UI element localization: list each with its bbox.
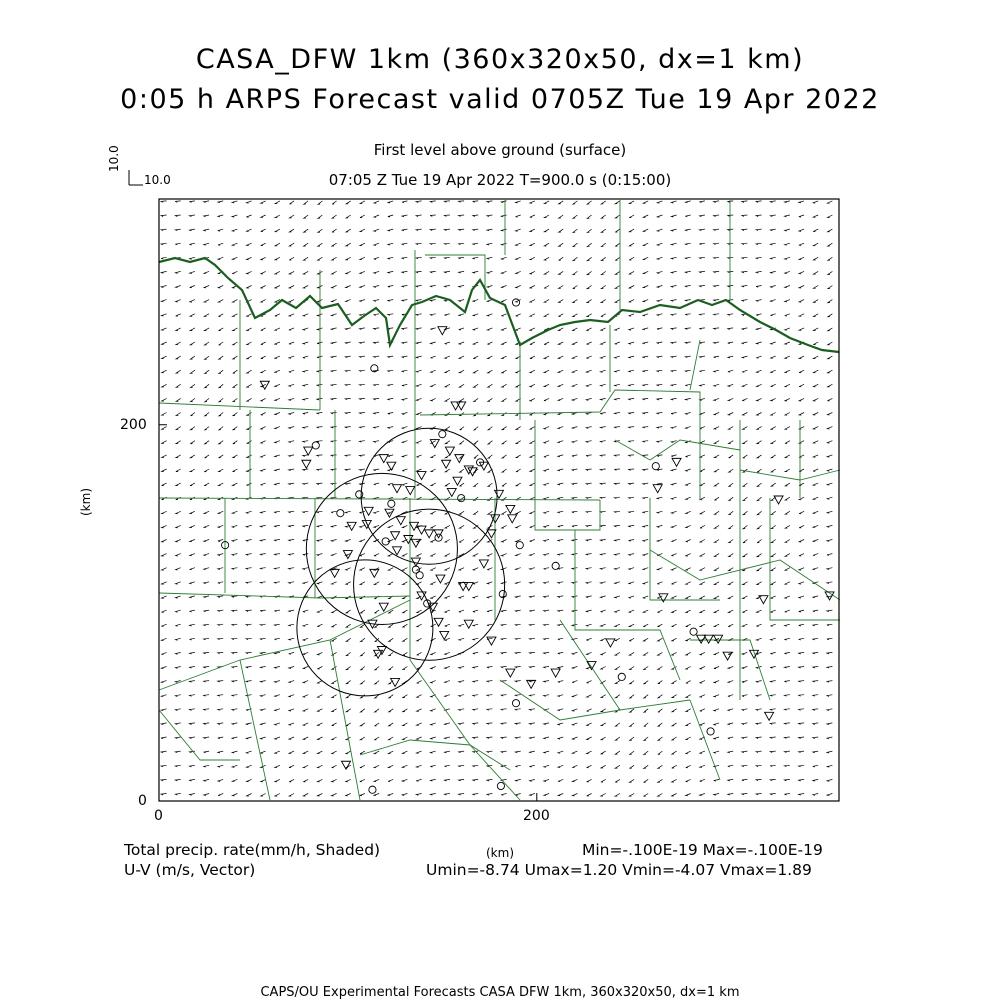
county-line <box>770 498 840 620</box>
station-circle-icon <box>512 700 519 707</box>
state-border-river <box>159 258 839 352</box>
vector-key-vertical-label: 10.0 <box>107 145 121 172</box>
station-triangle-icon <box>393 547 402 555</box>
station-circle-icon <box>552 562 559 569</box>
station-circle-icon <box>618 673 625 680</box>
station-triangle-icon <box>440 631 449 639</box>
radar-range-ring <box>361 428 497 564</box>
plot-title-line1: CASA_DFW 1km (360x320x50, dx=1 km) <box>195 44 805 75</box>
precip-legend-label: Total precip. rate(mm/h, Shaded) <box>124 841 381 859</box>
x-tick-label-200: 200 <box>523 808 550 824</box>
station-circle-icon <box>690 628 697 635</box>
radar-range-rings <box>297 428 505 696</box>
station-triangle-icon <box>653 485 662 493</box>
station-triangle-icon <box>464 620 473 628</box>
station-circle-icon <box>388 500 395 507</box>
radar-range-ring <box>306 473 457 624</box>
county-line <box>159 710 240 760</box>
plot-title-line2: 0:05 h ARPS Forecast valid 0705Z Tue 19 Apr 2022 <box>120 84 880 115</box>
station-triangle-icon <box>302 460 311 468</box>
county-line <box>425 255 485 300</box>
station-triangle-icon <box>393 485 402 493</box>
y-tick-label-0: 0 <box>138 793 147 809</box>
station-circle-icon <box>337 510 344 517</box>
station-triangle-icon <box>551 669 560 677</box>
station-circle-icon <box>356 491 363 498</box>
station-triangle-icon <box>697 635 706 643</box>
station-triangle-icon <box>479 560 488 568</box>
valid-time-label: 07:05 Z Tue 19 Apr 2022 T=900.0 s (0:15:00) <box>328 171 672 189</box>
plot-frame <box>159 199 839 801</box>
station-circle-icon <box>416 572 423 579</box>
station-triangle-icon <box>438 327 447 335</box>
radar-range-ring <box>297 560 433 696</box>
county-line <box>159 403 320 410</box>
station-triangle-icon <box>330 569 339 577</box>
vector-key-icon <box>129 170 143 185</box>
county-line <box>690 340 700 390</box>
station-triangle-icon <box>379 455 388 463</box>
station-triangle-icon <box>391 678 400 686</box>
county-line <box>615 440 740 460</box>
station-triangle-icon <box>304 447 313 455</box>
station-triangle-icon <box>527 680 536 688</box>
station-circle-icon <box>707 728 714 735</box>
station-circle-icon <box>512 299 519 306</box>
station-triangle-icon <box>445 447 454 455</box>
station-triangle-icon <box>495 490 504 498</box>
wind-stats: Umin=-8.74 Umax=1.20 Vmin=-4.07 Vmax=1.89 <box>426 861 812 879</box>
county-line <box>560 620 620 710</box>
county-line <box>330 640 360 800</box>
station-markers <box>222 299 835 793</box>
county-line <box>159 600 410 690</box>
station-triangle-icon <box>453 477 462 485</box>
station-triangle-icon <box>506 669 515 677</box>
station-triangle-icon <box>347 522 356 530</box>
county-line <box>740 470 840 480</box>
station-triangle-icon <box>417 472 426 480</box>
footer-credit: CAPS/OU Experimental Forecasts CASA DFW 1km, 360x320x50, dx=1 km <box>260 985 740 1000</box>
station-circle-icon <box>369 786 376 793</box>
county-line <box>470 745 520 800</box>
vector-key-horizontal-label: 10.0 <box>144 173 171 187</box>
x-axis-unit: (km) <box>486 846 515 860</box>
county-line <box>410 660 470 745</box>
level-label: First level above ground (surface) <box>373 141 627 159</box>
county-line <box>500 680 690 720</box>
station-triangle-icon <box>704 635 713 643</box>
station-triangle-icon <box>765 712 774 720</box>
station-triangle-icon <box>425 530 434 538</box>
county-line <box>575 530 680 680</box>
y-tick-label-200: 200 <box>120 417 147 433</box>
station-triangle-icon <box>396 517 405 525</box>
station-triangle-icon <box>606 639 615 647</box>
station-triangle-icon <box>672 458 681 466</box>
station-triangle-icon <box>364 507 373 515</box>
precip-stats: Min=-.100E-19 Max=-.100E-19 <box>582 841 823 859</box>
station-triangle-icon <box>506 505 515 513</box>
station-circle-icon <box>497 782 504 789</box>
station-triangle-icon <box>436 575 445 583</box>
station-circle-icon <box>652 463 659 470</box>
county-line <box>240 660 270 800</box>
station-triangle-icon <box>370 569 379 577</box>
county-line <box>535 420 600 530</box>
county-line <box>690 700 720 780</box>
station-triangle-icon <box>447 488 456 496</box>
station-circle-icon <box>458 495 465 502</box>
station-triangle-icon <box>442 460 451 468</box>
x-tick-label-0: 0 <box>154 808 163 824</box>
station-triangle-icon <box>260 381 269 389</box>
station-triangle-icon <box>434 618 443 626</box>
station-circle-icon <box>439 431 446 438</box>
station-circle-icon <box>516 542 523 549</box>
station-triangle-icon <box>406 487 415 495</box>
station-triangle-icon <box>387 462 396 470</box>
station-circle-icon <box>312 442 319 449</box>
county-line <box>650 550 840 600</box>
county-line <box>690 640 770 700</box>
vector-legend-label: U-V (m/s, Vector) <box>124 861 256 879</box>
station-triangle-icon <box>379 603 388 611</box>
y-axis-unit: (km) <box>79 487 93 516</box>
county-line <box>159 593 410 598</box>
station-triangle-icon <box>714 635 723 643</box>
station-triangle-icon <box>508 515 517 523</box>
station-triangle-icon <box>659 594 668 602</box>
station-triangle-icon <box>391 532 400 540</box>
